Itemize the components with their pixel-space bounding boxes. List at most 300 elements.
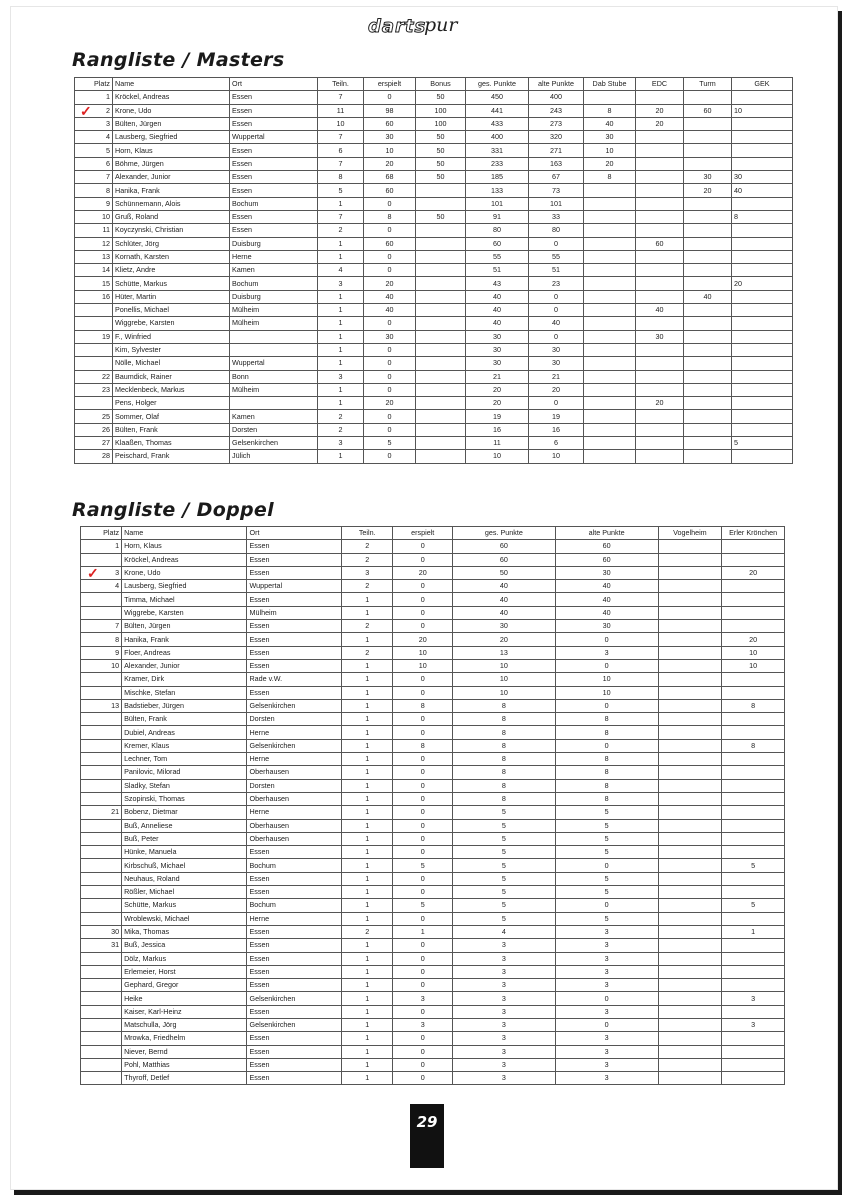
table-cell: 8 [722, 699, 785, 712]
table-cell: Essen [247, 659, 342, 672]
table-cell [722, 872, 785, 885]
masters-column-header: GEK [732, 78, 793, 91]
table-cell: Lechner, Tom [122, 753, 247, 766]
table-cell: 0 [364, 410, 416, 423]
table-cell: Essen [247, 1005, 342, 1018]
table-cell: 8 [453, 713, 556, 726]
table-cell: Peischard, Frank [113, 450, 230, 463]
table-cell: 10 [453, 659, 556, 672]
masters-column-header: Bonus [416, 78, 466, 91]
table-cell: 20 [453, 633, 556, 646]
table-cell [722, 779, 785, 792]
table-cell: 30 [81, 925, 122, 938]
table-cell [684, 370, 732, 383]
table-row [75, 131, 793, 144]
table-cell [722, 1058, 785, 1071]
table-cell [81, 899, 122, 912]
table-cell [658, 659, 722, 672]
brand-logo-outline-text: darts [368, 16, 427, 37]
table-row [81, 713, 785, 726]
table-cell [658, 673, 722, 686]
table-cell: 8 [555, 726, 658, 739]
table-cell [732, 423, 793, 436]
table-cell [81, 1072, 122, 1085]
table-cell: 8 [393, 699, 453, 712]
table-cell: 6 [529, 437, 584, 450]
table-cell: 7 [318, 157, 364, 170]
table-cell: 0 [393, 846, 453, 859]
table-cell [658, 686, 722, 699]
table-cell: Bochum [230, 277, 318, 290]
table-cell: 14 [75, 264, 113, 277]
table-cell: 1 [318, 197, 364, 210]
table-cell: Essen [247, 846, 342, 859]
table-cell: 1 [318, 304, 364, 317]
table-cell: 0 [529, 237, 584, 250]
table-cell: 1 [318, 290, 364, 303]
table-cell: 3 [318, 277, 364, 290]
table-cell [81, 832, 122, 845]
table-cell: Ponellis, Michael [113, 304, 230, 317]
table-cell [722, 1032, 785, 1045]
table-cell: Böhme, Jürgen [113, 157, 230, 170]
table-cell: 4 [75, 131, 113, 144]
table-cell: 8 [555, 792, 658, 805]
table-cell: 0 [393, 540, 453, 553]
table-cell: 0 [393, 1005, 453, 1018]
table-cell: Duisburg [230, 237, 318, 250]
table-cell: 20 [466, 397, 529, 410]
table-cell [636, 383, 684, 396]
table-row [81, 699, 785, 712]
table-cell: 1 [393, 925, 453, 938]
table-cell: 8 [453, 753, 556, 766]
table-cell: 3 [722, 1018, 785, 1031]
table-cell [658, 699, 722, 712]
table-cell: Horn, Klaus [122, 540, 247, 553]
table-row [81, 540, 785, 553]
table-cell: 0 [529, 397, 584, 410]
table-cell: 40 [364, 290, 416, 303]
table-cell [658, 819, 722, 832]
table-cell [81, 753, 122, 766]
table-cell: 20 [364, 277, 416, 290]
table-cell: 40 [466, 290, 529, 303]
table-cell: 10 [555, 673, 658, 686]
table-cell: 10 [584, 144, 636, 157]
table-row [75, 91, 793, 104]
table-cell [230, 397, 318, 410]
table-cell: 3 [555, 979, 658, 992]
table-row [81, 899, 785, 912]
table-cell: 7 [318, 210, 364, 223]
table-cell [658, 886, 722, 899]
table-cell: 0 [364, 317, 416, 330]
table-cell: 0 [393, 753, 453, 766]
table-cell: Floer, Andreas [122, 646, 247, 659]
table-row [75, 104, 793, 117]
table-cell [658, 1005, 722, 1018]
table-cell: Essen [247, 1058, 342, 1071]
table-cell [722, 952, 785, 965]
table-cell: Alexander, Junior [122, 659, 247, 672]
table-cell: 12 [75, 237, 113, 250]
table-row [81, 819, 785, 832]
table-cell: 8 [453, 726, 556, 739]
table-cell: Oberhausen [247, 792, 342, 805]
table-cell [81, 606, 122, 619]
table-cell [81, 859, 122, 872]
table-cell: Gelsenkirchen [247, 699, 342, 712]
table-row [75, 117, 793, 130]
masters-column-header: Dab Stube [584, 78, 636, 91]
table-cell [732, 144, 793, 157]
table-cell: Schütte, Markus [122, 899, 247, 912]
table-cell [584, 91, 636, 104]
masters-column-header: Ort [230, 78, 318, 91]
table-cell: 7 [318, 131, 364, 144]
table-cell: 40 [555, 580, 658, 593]
table-cell: 55 [466, 250, 529, 263]
table-cell: Oberhausen [247, 766, 342, 779]
table-cell: 30 [466, 343, 529, 356]
table-cell [584, 423, 636, 436]
table-cell [658, 925, 722, 938]
table-cell: 98 [364, 104, 416, 117]
table-cell: 8 [453, 699, 556, 712]
table-cell: Hünke, Manuela [122, 846, 247, 859]
table-cell: 101 [529, 197, 584, 210]
table-cell: 5 [453, 899, 556, 912]
table-cell: 19 [529, 410, 584, 423]
table-cell: Gelsenkirchen [230, 437, 318, 450]
table-cell [230, 343, 318, 356]
table-cell: 1 [318, 397, 364, 410]
table-cell: 3 [81, 566, 122, 579]
table-cell: 271 [529, 144, 584, 157]
table-cell [658, 606, 722, 619]
table-row [75, 157, 793, 170]
table-cell: 25 [75, 410, 113, 423]
table-cell: 0 [393, 1045, 453, 1058]
table-cell [636, 210, 684, 223]
table-row [81, 553, 785, 566]
table-cell [416, 264, 466, 277]
table-cell: Buß, Anneliese [122, 819, 247, 832]
table-row [81, 753, 785, 766]
table-cell [81, 992, 122, 1005]
brand-logo-script-text: pur [424, 14, 458, 36]
table-cell: 0 [364, 450, 416, 463]
table-cell [584, 290, 636, 303]
table-cell: Essen [247, 566, 342, 579]
table-cell [416, 224, 466, 237]
table-cell: Wroblewski, Michael [122, 912, 247, 925]
table-cell: Dubiel, Andreas [122, 726, 247, 739]
table-cell [658, 846, 722, 859]
table-cell: Essen [247, 540, 342, 553]
table-cell: 5 [453, 872, 556, 885]
table-cell [81, 1058, 122, 1071]
table-row [75, 450, 793, 463]
table-cell: Bonn [230, 370, 318, 383]
table-cell [584, 264, 636, 277]
table-cell: 0 [393, 806, 453, 819]
table-cell: Mischke, Stefan [122, 686, 247, 699]
table-cell: Wiggrebe, Karsten [122, 606, 247, 619]
table-cell: 10 [555, 686, 658, 699]
table-cell: 8 [75, 184, 113, 197]
table-cell [658, 859, 722, 872]
table-cell: 1 [318, 250, 364, 263]
table-cell: 2 [342, 620, 393, 633]
doppel-table [80, 526, 785, 1085]
table-cell [584, 304, 636, 317]
table-cell: Kim, Sylvester [113, 343, 230, 356]
table-cell: 20 [722, 566, 785, 579]
table-cell: 10 [75, 210, 113, 223]
table-cell: 33 [529, 210, 584, 223]
table-cell [722, 620, 785, 633]
table-cell: Essen [247, 593, 342, 606]
table-cell: Wuppertal [247, 580, 342, 593]
table-cell: Essen [230, 117, 318, 130]
table-cell: 60 [364, 117, 416, 130]
table-cell [722, 886, 785, 899]
table-cell: Essen [247, 1032, 342, 1045]
table-row [81, 806, 785, 819]
table-cell: Krone, Udo [122, 566, 247, 579]
table-cell: 20 [684, 184, 732, 197]
table-cell: 40 [732, 184, 793, 197]
table-cell: Essen [247, 952, 342, 965]
table-cell [658, 713, 722, 726]
table-cell [658, 832, 722, 845]
table-row [81, 726, 785, 739]
table-cell: Herne [247, 912, 342, 925]
table-cell: 3 [722, 992, 785, 1005]
table-cell: 0 [393, 979, 453, 992]
table-cell: 1 [318, 450, 364, 463]
table-cell: 21 [466, 370, 529, 383]
table-cell [658, 593, 722, 606]
table-cell: Thyroff, Detlef [122, 1072, 247, 1085]
table-cell: 0 [529, 330, 584, 343]
table-cell: 11 [75, 224, 113, 237]
table-cell [722, 806, 785, 819]
table-cell: 320 [529, 131, 584, 144]
table-cell: Alexander, Junior [113, 171, 230, 184]
table-cell: 1 [342, 726, 393, 739]
table-row [75, 423, 793, 436]
table-row [81, 686, 785, 699]
table-row [75, 437, 793, 450]
table-cell: 5 [453, 806, 556, 819]
table-cell: 16 [75, 290, 113, 303]
table-cell [636, 370, 684, 383]
table-cell: Essen [230, 171, 318, 184]
table-cell: 11 [318, 104, 364, 117]
table-cell: 0 [364, 91, 416, 104]
table-cell: 8 [732, 210, 793, 223]
table-cell: Hanika, Frank [122, 633, 247, 646]
table-cell [416, 370, 466, 383]
table-cell [81, 872, 122, 885]
table-cell: Kaiser, Karl-Heinz [122, 1005, 247, 1018]
handwritten-mark-masters: ✓ [80, 103, 92, 119]
table-cell [684, 264, 732, 277]
table-cell: 51 [529, 264, 584, 277]
table-cell [722, 1072, 785, 1085]
table-cell [636, 343, 684, 356]
table-cell [722, 673, 785, 686]
table-cell: Essen [230, 210, 318, 223]
table-cell [684, 144, 732, 157]
table-cell: Jülich [230, 450, 318, 463]
table-cell: Dorsten [247, 779, 342, 792]
table-cell: 16 [529, 423, 584, 436]
table-cell: 233 [466, 157, 529, 170]
table-cell [81, 965, 122, 978]
table-cell: 0 [393, 832, 453, 845]
table-cell: 8 [453, 779, 556, 792]
table-cell: Bülten, Jürgen [113, 117, 230, 130]
table-cell: 1 [342, 792, 393, 805]
table-cell: Schünnemann, Alois [113, 197, 230, 210]
table-cell [584, 197, 636, 210]
table-cell: Neuhaus, Roland [122, 872, 247, 885]
table-row [75, 250, 793, 263]
table-cell: 8 [453, 792, 556, 805]
table-cell [81, 673, 122, 686]
table-cell [658, 753, 722, 766]
table-cell: Lausberg, Siegfried [122, 580, 247, 593]
table-cell: Wuppertal [230, 357, 318, 370]
table-cell: Badstieber, Jürgen [122, 699, 247, 712]
table-cell: 68 [364, 171, 416, 184]
table-cell: 5 [393, 899, 453, 912]
table-cell: 5 [453, 819, 556, 832]
table-cell: 30 [732, 171, 793, 184]
table-cell [684, 197, 732, 210]
table-cell: 3 [393, 1018, 453, 1031]
table-cell [636, 224, 684, 237]
table-cell [732, 131, 793, 144]
table-cell: Hüter, Martin [113, 290, 230, 303]
table-cell: 30 [466, 330, 529, 343]
table-cell: 40 [453, 580, 556, 593]
table-cell: 0 [393, 886, 453, 899]
table-cell: 3 [555, 952, 658, 965]
table-cell [636, 437, 684, 450]
table-cell: Gelsenkirchen [247, 739, 342, 752]
table-cell: 5 [453, 886, 556, 899]
table-cell [416, 237, 466, 250]
table-cell: 0 [393, 872, 453, 885]
table-cell [732, 237, 793, 250]
table-cell: 5 [555, 806, 658, 819]
table-cell: 20 [636, 397, 684, 410]
table-cell [658, 806, 722, 819]
table-cell: 0 [393, 779, 453, 792]
table-cell: 1 [342, 979, 393, 992]
table-cell: 1 [342, 606, 393, 619]
table-cell: Lausberg, Siegfried [113, 131, 230, 144]
table-cell: 10 [453, 686, 556, 699]
table-cell: 1 [318, 237, 364, 250]
table-row [75, 184, 793, 197]
table-cell [81, 779, 122, 792]
table-cell [75, 304, 113, 317]
table-cell: 10 [722, 646, 785, 659]
table-cell: 0 [393, 1072, 453, 1085]
table-row [81, 925, 785, 938]
table-row [75, 357, 793, 370]
table-cell: 1 [722, 925, 785, 938]
table-cell: 5 [555, 912, 658, 925]
table-cell [658, 1032, 722, 1045]
table-cell: 1 [342, 699, 393, 712]
table-cell: Kamen [230, 410, 318, 423]
table-cell: 60 [453, 553, 556, 566]
table-cell [722, 580, 785, 593]
table-cell: 1 [342, 593, 393, 606]
table-cell: 5 [364, 437, 416, 450]
table-cell: Gruß, Roland [113, 210, 230, 223]
table-cell: Herne [247, 726, 342, 739]
table-cell: Essen [247, 979, 342, 992]
table-cell: Schütte, Markus [113, 277, 230, 290]
table-cell [416, 343, 466, 356]
table-cell [722, 753, 785, 766]
table-row [75, 210, 793, 223]
table-cell [658, 646, 722, 659]
table-cell: 8 [81, 633, 122, 646]
table-row [81, 766, 785, 779]
table-cell: 2 [342, 646, 393, 659]
table-cell: 0 [555, 739, 658, 752]
table-cell [75, 343, 113, 356]
table-cell: 1 [342, 1058, 393, 1071]
table-cell: 8 [584, 171, 636, 184]
table-cell [81, 766, 122, 779]
table-cell: 1 [318, 317, 364, 330]
table-cell [416, 437, 466, 450]
table-cell [732, 343, 793, 356]
table-row [75, 397, 793, 410]
table-row [81, 580, 785, 593]
table-row [81, 566, 785, 579]
table-cell: 5 [555, 832, 658, 845]
table-cell: 43 [466, 277, 529, 290]
table-cell [416, 277, 466, 290]
table-cell: 1 [342, 1018, 393, 1031]
table-cell [81, 713, 122, 726]
table-cell [416, 357, 466, 370]
table-cell: 40 [555, 593, 658, 606]
table-cell: Nölle, Michael [113, 357, 230, 370]
table-cell: Essen [230, 144, 318, 157]
table-cell [722, 766, 785, 779]
table-cell [81, 593, 122, 606]
table-cell: 40 [466, 304, 529, 317]
table-cell: 50 [416, 91, 466, 104]
table-cell: Koyczynski, Christian [113, 224, 230, 237]
table-cell: 6 [318, 144, 364, 157]
table-cell: 80 [466, 224, 529, 237]
table-cell [584, 437, 636, 450]
table-cell [732, 197, 793, 210]
